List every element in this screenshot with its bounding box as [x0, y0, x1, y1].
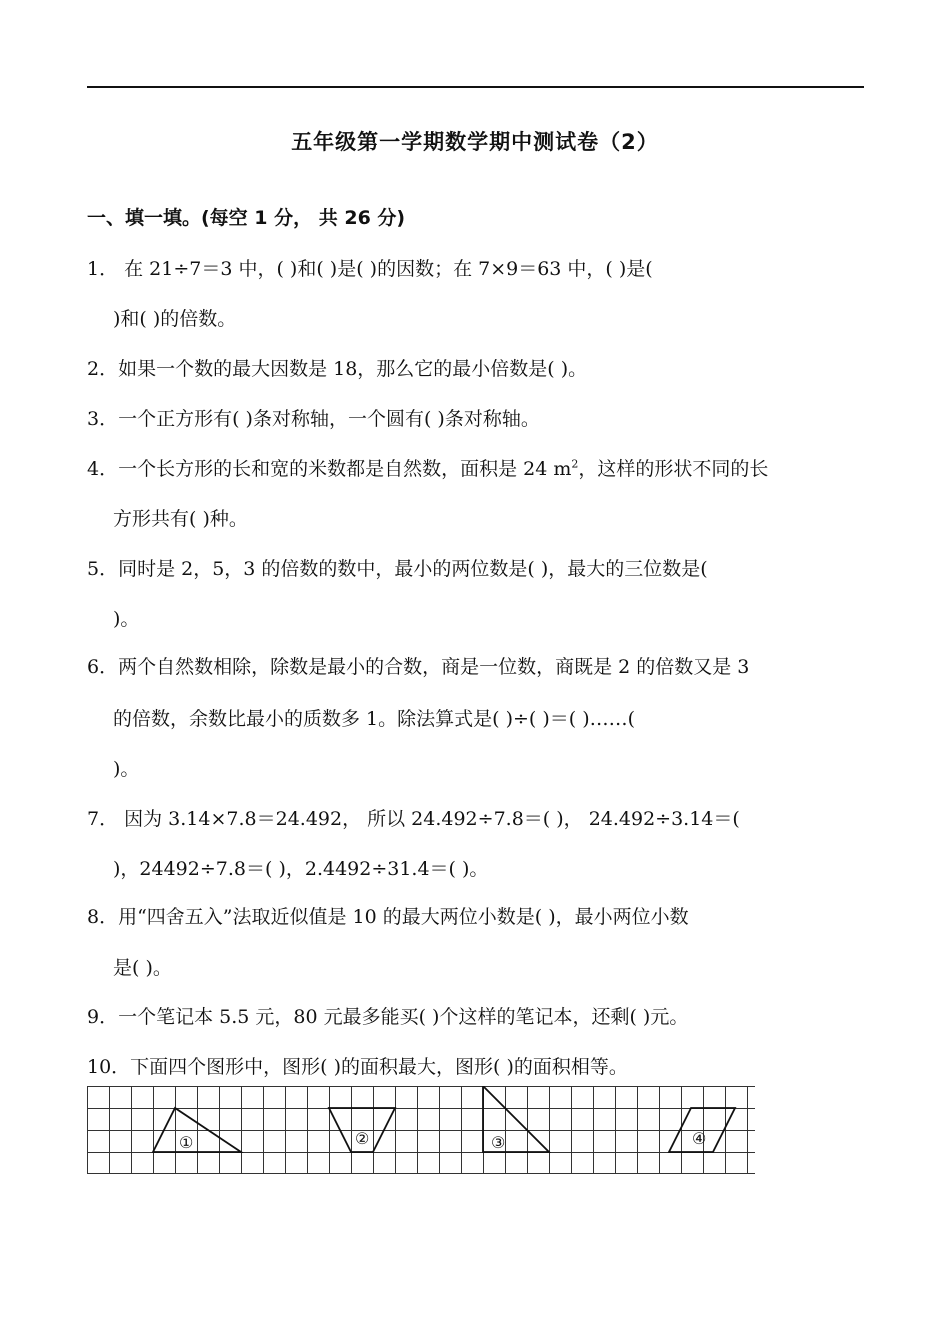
question-8-line-1: 8．用“四舍五入”法取近似值是 10 的最大两位小数是( )，最小两位小数	[87, 906, 689, 928]
grid-lines	[87, 1086, 755, 1174]
question-5-line-1: 5．同时是 2，5，3 的倍数的数中，最小的两位数是( )，最大的三位数是(	[87, 558, 708, 580]
top-rule	[87, 86, 864, 88]
grid-figure	[87, 1086, 757, 1176]
figure-4-label: ④	[692, 1129, 707, 1148]
question-7-line-2: )，24492÷7.8＝( )，2.4492÷31.4＝( )。	[113, 858, 489, 880]
figure-2-label: ②	[355, 1129, 370, 1148]
question-9: 9．一个笔记本 5.5 元，80 元最多能买( )个这样的笔记本，还剩( )元。	[87, 1006, 689, 1028]
question-6-line-1: 6．两个自然数相除，除数是最小的合数，商是一位数，商既是 2 的倍数又是 3	[87, 656, 750, 678]
question-8-line-2: 是( )。	[113, 957, 172, 979]
figure-1-label: ①	[179, 1133, 194, 1152]
question-6-line-3: )。	[113, 758, 140, 780]
question-4-line-1	[87, 454, 768, 481]
q4-text-pre: 4．一个长方形的长和宽的米数都是自然数，面积是 24 m	[87, 458, 572, 480]
question-2: 2．如果一个数的最大因数是 18，那么它的最小倍数是( )。	[87, 358, 588, 380]
question-1-line-1: 1． 在 21÷7＝3 中，( )和( )是( )的因数；在 7×9＝63 中，( )是(	[87, 258, 653, 280]
section-heading: 一、填一填。(每空 1 分， 共 26 分)	[87, 207, 406, 229]
question-6-line-2: 的倍数，余数比最小的质数多 1。除法算式是( )÷( )＝( )……(	[113, 708, 636, 730]
q4-superscript: 2	[571, 457, 579, 471]
question-7-line-1: 7． 因为 3.14×7.8＝24.492， 所以 24.492÷7.8＝( )， 24.492÷3.14＝(	[87, 808, 740, 830]
question-5-line-2: )。	[113, 608, 140, 630]
question-10: 10．下面四个图形中，图形( )的面积最大，图形( )的面积相等。	[87, 1056, 628, 1078]
page-title: 五年级第一学期数学期中测试卷（2）	[291, 130, 659, 154]
question-1-line-2: )和( )的倍数。	[113, 308, 237, 330]
question-3: 3．一个正方形有( )条对称轴，一个圆有( )条对称轴。	[87, 408, 540, 430]
question-4-line-2: 方形共有( )种。	[113, 508, 248, 530]
figure-grid	[87, 1086, 757, 1180]
q4-text-post: ，这样的形状不同的长	[578, 458, 769, 480]
figure-3-label: ③	[491, 1133, 506, 1152]
